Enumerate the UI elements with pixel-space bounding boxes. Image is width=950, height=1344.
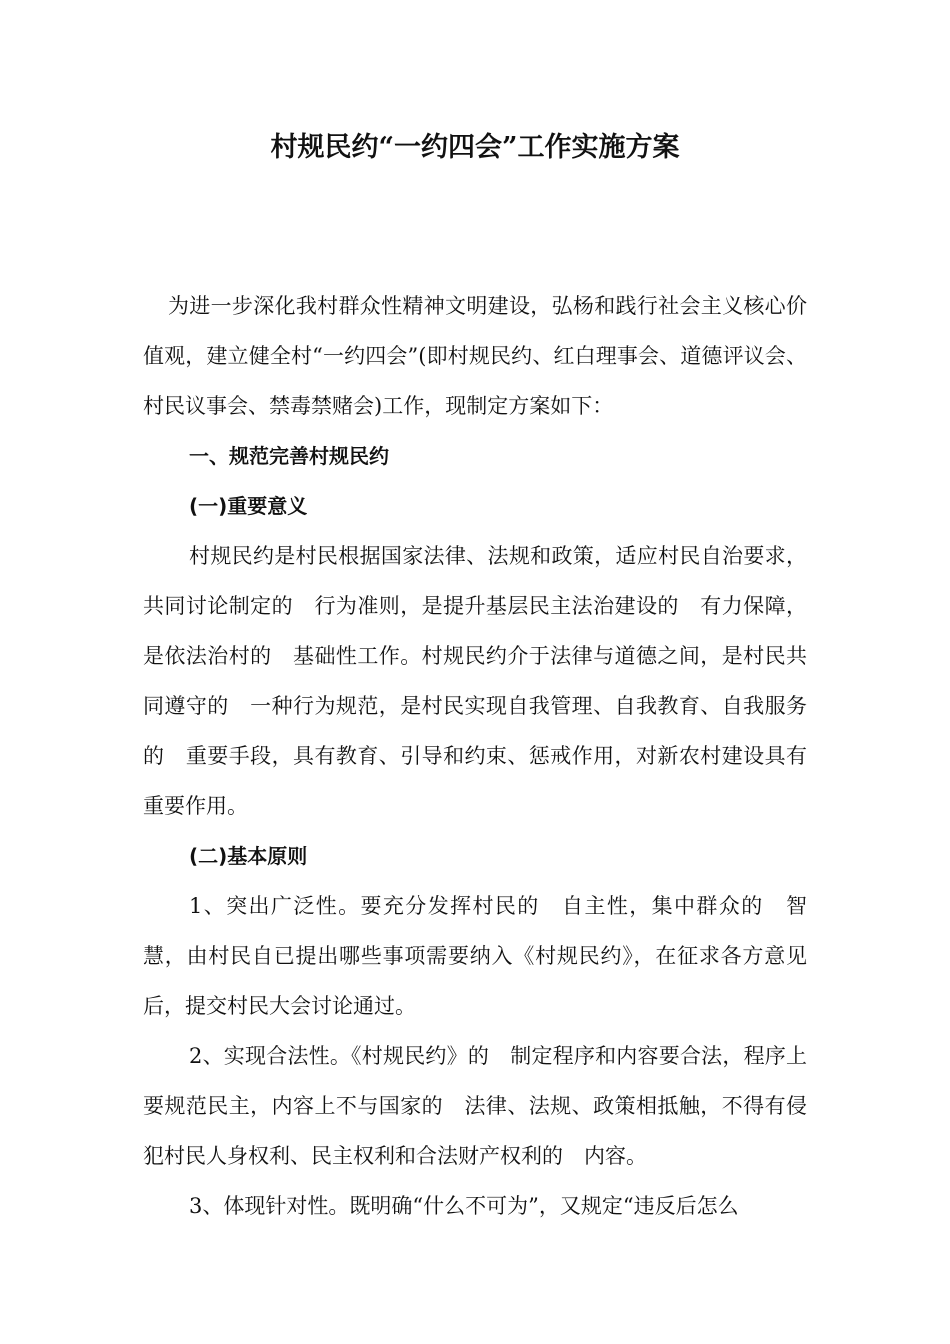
- document-title: 村规民约“一约四会”工作实施方案: [270, 132, 680, 163]
- document-body: [143, 281, 807, 1231]
- importance-paragraph: 村规民约是村民根据国家法律、法规和政策，适应村民自治要求，共同讨论制定的 行为准则，是提升基层民主法治建设的 有力保障，是依法治村的 基础性工作。村规民约介于法律与道德之间，是村民共同遵守的 一种行为规范，是村民实现自我管理、自我教育、自我服务的 重要手段，具有教育、引导和约束、惩戒作用，对新农村建设具有重要作用。: [143, 544, 807, 818]
- principle-paragraph-3: 3、体现针对性。既明确“什么不可为”，又规定“违反后怎么: [189, 1194, 739, 1218]
- intro-paragraph: 为进一步深化我村群众性精神文明建设，弘杨和践行社会主义核心价值观，建立健全村“一约四会”(即村规民约、红白理事会、道德评议会、村民议事会、禁毒禁赌会)工作，现制定方案如下：: [143, 294, 807, 418]
- subsection-heading-principles: (二)基本原则: [189, 844, 308, 868]
- subsection-heading-importance: (一)重要意义: [189, 494, 308, 518]
- principle-paragraph-2: 2、实现合法性。《村规民约》的 制定程序和内容要合法，程序上要规范民主，内容上不与国家的 法律、法规、政策相抵触，不得有侵犯村民人身权利、民主权利和合法财产权利的 内容。: [143, 1044, 807, 1168]
- principle-paragraph-1: 1、突出广泛性。要充分发挥村民的 自主性，集中群众的 智慧，由村民自已提出哪些事项需要纳入《村规民约》，在征求各方意见后，提交村民大会讨论通过。: [143, 894, 807, 1018]
- section-heading-1: 一、规范完善村规民约: [189, 444, 389, 468]
